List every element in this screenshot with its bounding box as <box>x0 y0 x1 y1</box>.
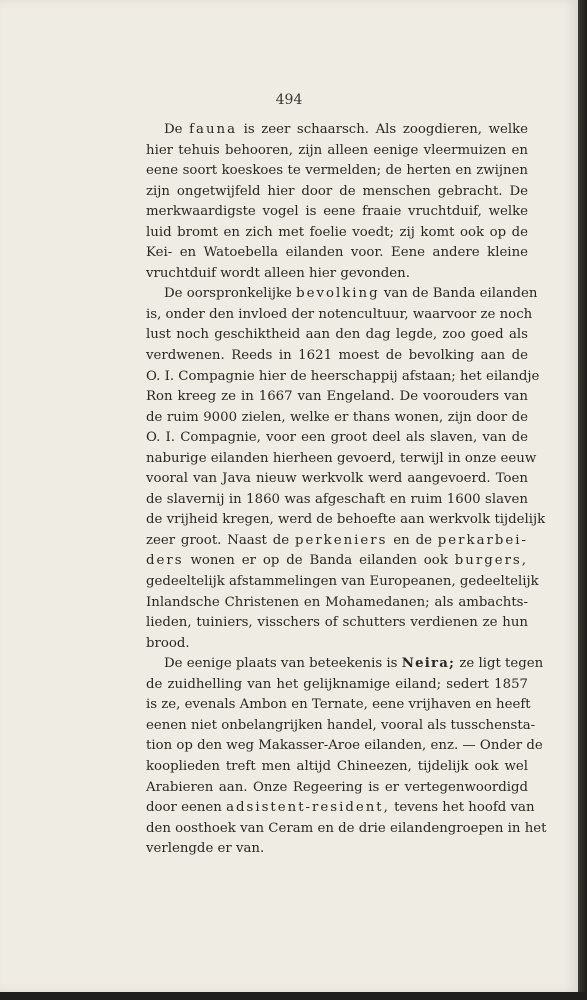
text-segment: verdwenen. Reeds in 1621 moest de bevolking aan de <box>146 348 528 364</box>
text-segment: tevens het hoofd van <box>389 800 535 816</box>
emphasized-term: bevolking <box>296 286 380 302</box>
text-line <box>146 531 528 552</box>
text-segment: Arabieren aan. Onze Regeering is er vertegenwoordigd <box>146 779 528 795</box>
text-line <box>146 736 543 757</box>
text-segment: door eenen <box>146 800 227 816</box>
text-line <box>146 551 528 572</box>
text-line <box>146 223 528 244</box>
text-line <box>146 469 528 490</box>
emphasized-term: perkarbei- <box>437 532 529 548</box>
text-segment: brood. <box>146 635 190 651</box>
text-line <box>146 367 540 388</box>
text-line <box>146 243 528 264</box>
text-line <box>146 613 528 634</box>
text-line <box>146 264 528 285</box>
emphasized-term: burgers, <box>454 553 528 569</box>
text-segment: is ze, evenals Ambon en Ternate, eene vrijhaven en heeft <box>146 697 531 713</box>
text-line <box>146 408 528 429</box>
text-segment: den oosthoek van Ceram en de drie eilandengroepen in het <box>146 820 547 836</box>
emphasized-term: fauna <box>189 122 238 137</box>
text-segment: kooplieden treft men altijd Chineezen, tijdelijk ook wel <box>146 758 528 774</box>
text-segment: is zeer schaarsch. Als zoogdieren, welke <box>237 122 528 137</box>
text-segment: de zuidhelling van het gelijknamige eiland; sedert 1857 <box>146 676 528 692</box>
text-line <box>146 387 528 408</box>
text-segment: vooral van Java nieuw werkvolk werd aangevoerd. Toen <box>146 471 528 487</box>
text-line <box>146 325 528 346</box>
text-line <box>146 654 544 675</box>
emphasized-term: adsistent-resident, <box>226 800 390 816</box>
text-segment: is, onder den invloed der notencultuur, waarvoor ze noch <box>146 306 533 322</box>
text-line <box>146 572 539 593</box>
text-segment: luid bromt en zich met foelie voedt; zij komt ook op de <box>146 224 528 240</box>
text-segment: hier tehuis behooren, zijn alleen eenige vleermuizen en <box>146 142 528 158</box>
text-segment: ze ligt tegen <box>455 656 544 672</box>
text-line <box>146 798 535 819</box>
text-segment: en de <box>387 532 438 548</box>
text-line <box>146 716 536 737</box>
text-segment: eene soort koeskoes te vermelden; de herten en zwijnen <box>146 163 528 179</box>
text-segment: Kei- en Watoebella eilanden voor. Eene andere kleine <box>146 245 528 261</box>
text-segment: O. I. Compagnie hier de heerschappij afstaan; het eilandje <box>146 368 540 384</box>
text-segment: De <box>164 122 190 137</box>
text-line <box>146 490 528 511</box>
text-segment: de vrijheid kregen, werd de behoefte aan werkvolk tijdelijk <box>146 512 546 528</box>
text-segment: zeer groot. Naast de <box>146 532 295 548</box>
text-line <box>146 757 528 778</box>
text-segment: merkwaardigste vogel is eene fraaie vruchtduif, welke <box>146 204 528 220</box>
text-line <box>146 819 547 840</box>
text-segment: wonen er op de Banda eilanden ook <box>183 553 455 569</box>
text-line <box>146 449 537 470</box>
page-number: 494 <box>275 92 303 108</box>
text-segment: zijn ongetwijfeld hier door de menschen gebracht. De <box>146 183 528 199</box>
text-line <box>146 346 528 367</box>
text-line <box>146 202 528 223</box>
text-segment: verlengde er van. <box>146 841 265 857</box>
page-bottom-border <box>0 992 587 1000</box>
text-segment: Ron kreeg ze in 1667 van Engeland. De voorouders van <box>146 389 528 405</box>
text-segment: gedeeltelijk afstammelingen van Europeanen, gedeeltelijk <box>146 574 539 590</box>
text-segment: O. I. Compagnie, voor een groot deel als slaven, van de <box>146 430 528 446</box>
text-segment: de slavernij in 1860 was afgeschaft en ruim 1600 slaven <box>146 491 528 507</box>
text-line <box>146 428 528 449</box>
text-line <box>146 839 528 860</box>
body-text <box>146 120 547 860</box>
text-segment: vruchtduif wordt alleen hier gevonden. <box>146 265 410 281</box>
emphasized-term: Neira; <box>401 656 456 672</box>
text-line <box>146 634 528 655</box>
text-segment: lust noch geschiktheid aan den dag legde, zoo goed als <box>146 327 528 343</box>
text-segment: tion op den weg Makasser-Aroe eilanden, enz. — Onder de <box>146 738 543 754</box>
emphasized-term: perkeniers <box>294 532 388 548</box>
text-line <box>146 695 531 716</box>
text-line <box>146 120 528 141</box>
text-segment: De oorspronkelijke <box>164 286 297 302</box>
text-line <box>146 141 528 162</box>
text-segment: eenen niet onbelangrijken handel, vooral als tusschensta- <box>146 717 536 733</box>
text-line <box>146 284 538 305</box>
text-line <box>146 510 546 531</box>
text-line <box>146 305 533 326</box>
page-edge-shadow <box>578 0 587 1000</box>
text-segment: lieden, tuiniers, visschers of schutters verdienen ze hun <box>146 615 528 631</box>
text-segment: Inlandsche Christenen en Mohamedanen; als ambachts- <box>146 594 528 610</box>
text-line <box>146 778 528 799</box>
text-segment: van de Banda eilanden <box>379 286 538 302</box>
text-segment: naburige eilanden hierheen gevoerd, terwijl in onze eeuw <box>146 450 537 466</box>
emphasized-term: ders <box>146 553 184 569</box>
text-line <box>146 675 528 696</box>
text-line <box>146 593 528 614</box>
text-line <box>146 161 528 182</box>
text-line <box>146 182 528 203</box>
text-segment: de ruim 9000 zielen, welke er thans wonen, zijn door de <box>146 409 528 425</box>
text-segment: De eenige plaats van beteekenis is <box>164 656 402 672</box>
